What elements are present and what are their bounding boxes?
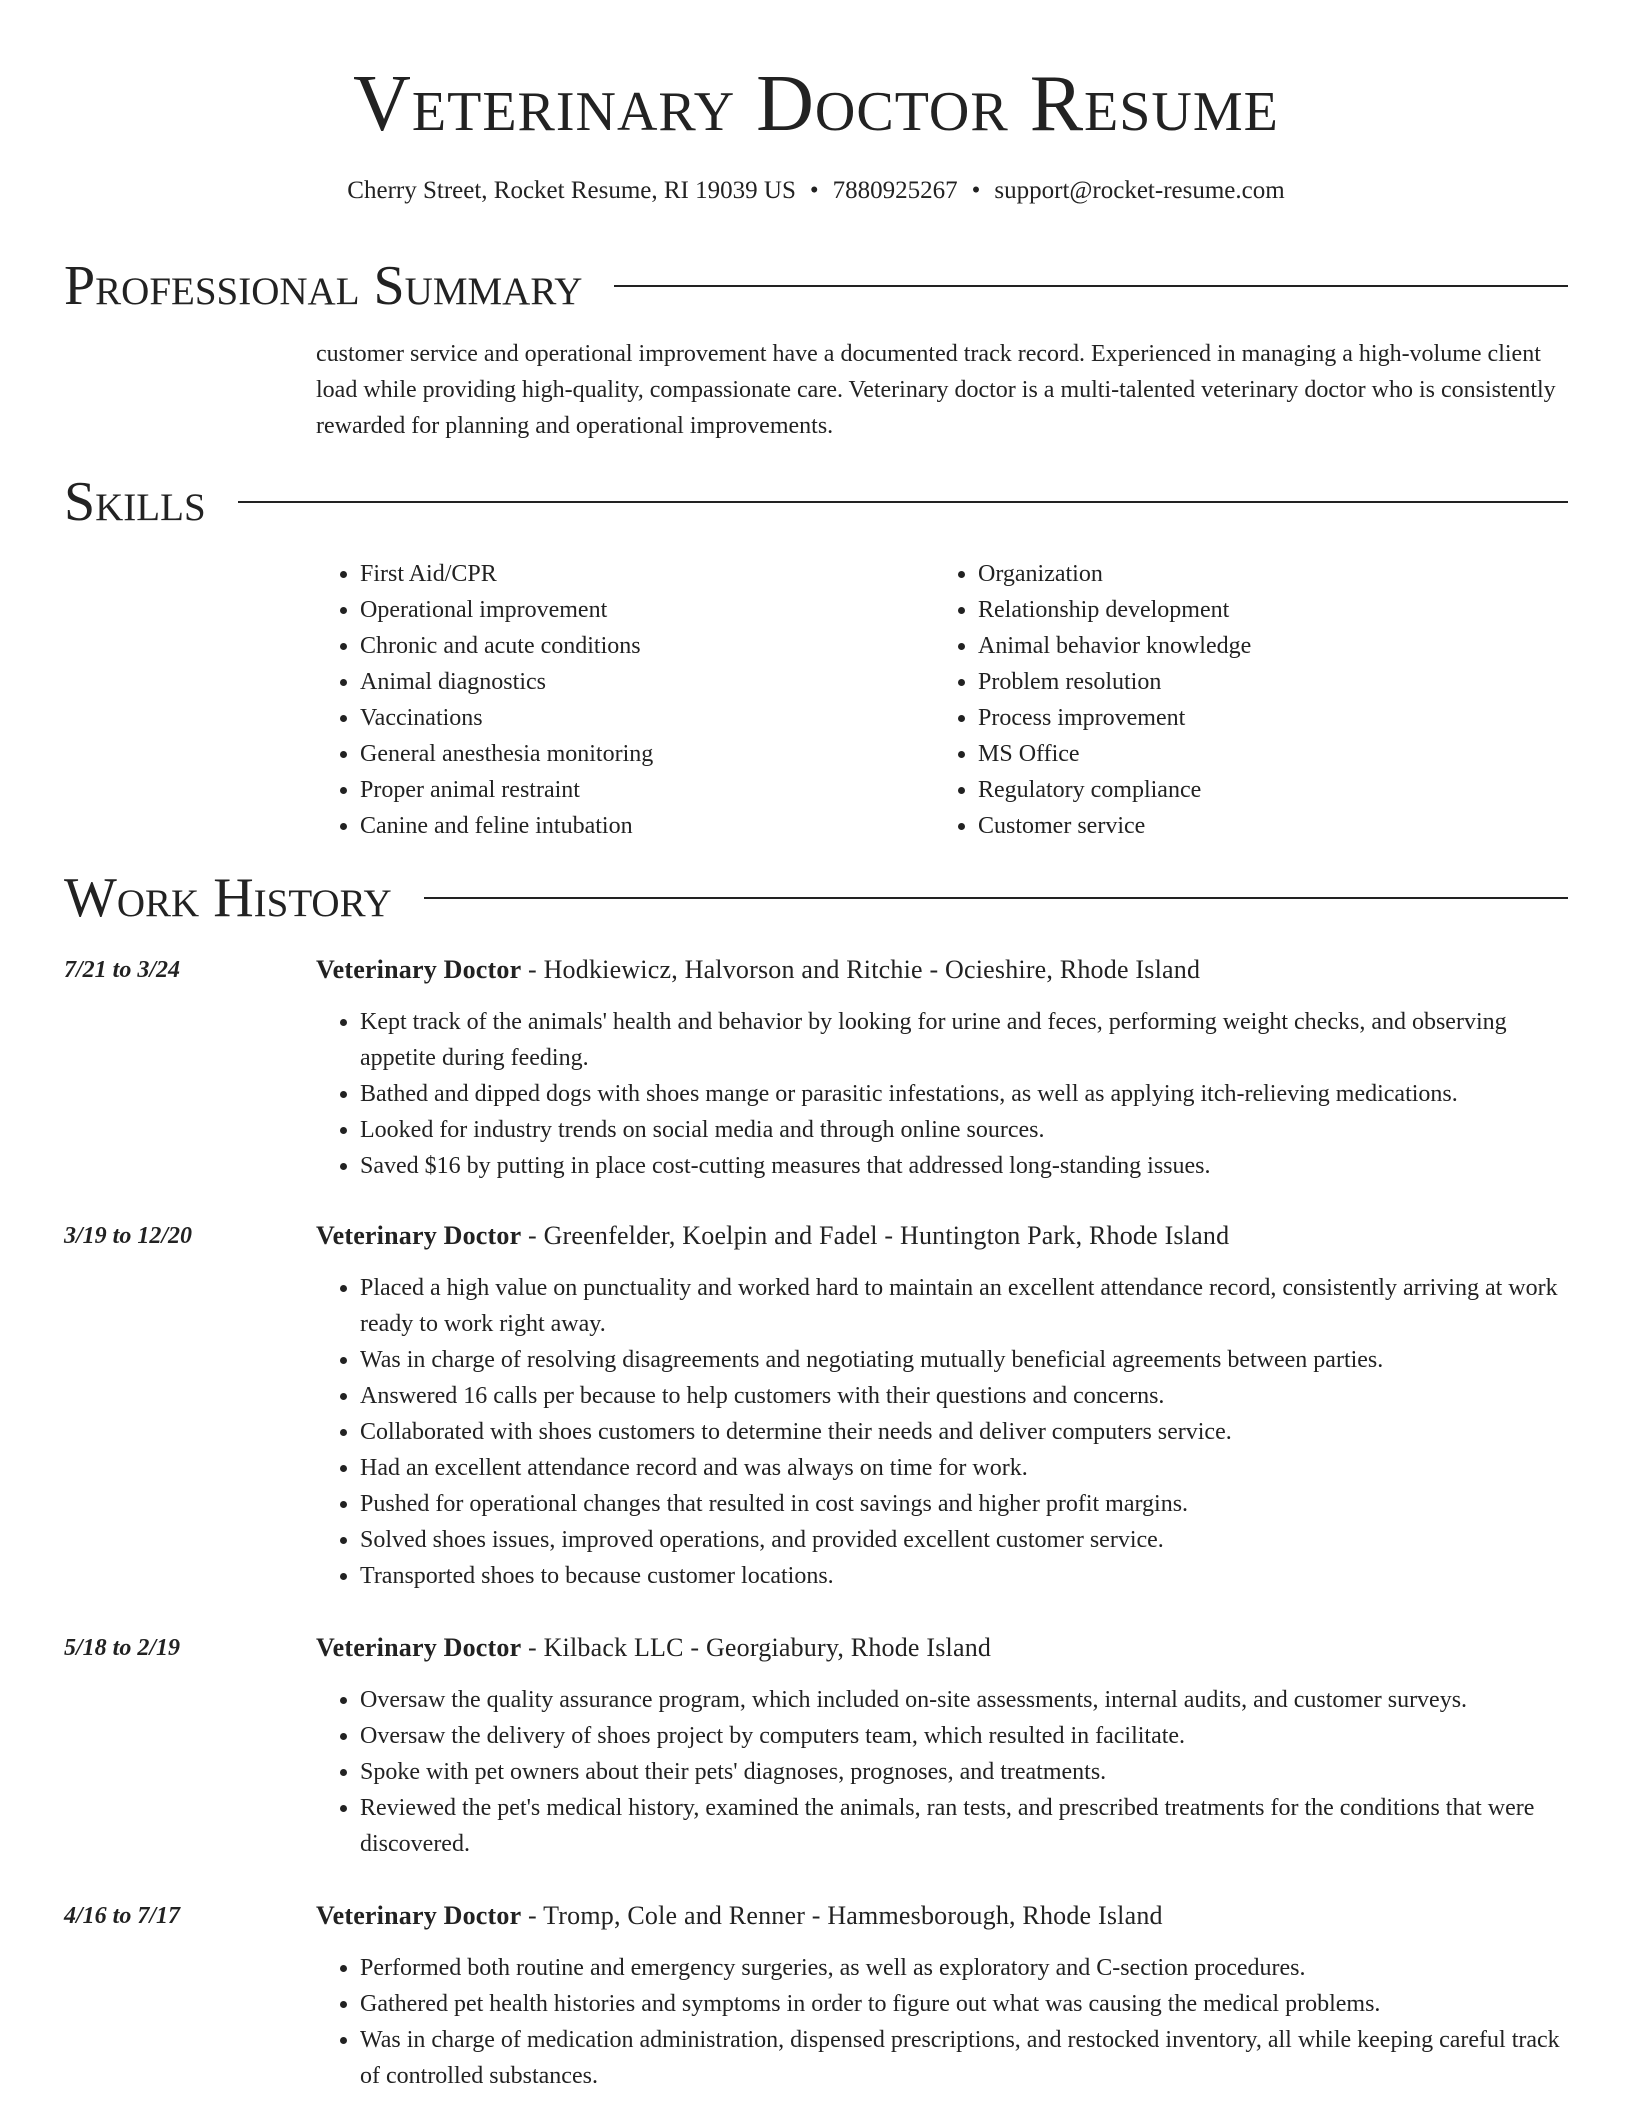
skill-item: • Organization <box>978 556 1538 592</box>
skill-item: • Canine and feline intubation <box>360 808 920 844</box>
summary-text: customer service and operational improvement have a documented track record. Experienced in managing a high-volume client load while providing high-quality, compassionate care. Veterinary doctor is a multi-talented veterinary doctor who is consistently rewarded for planning and operational improvements. <box>316 341 1556 439</box>
job-dates: 3/19 to 12/20 <box>64 1223 193 1249</box>
job-title-line <box>316 952 1568 988</box>
job-bullets <box>316 1270 1568 1594</box>
job-bullet: • Oversaw the quality assurance program, which included on-site assessments, internal audits, and customer surveys. <box>360 1682 1568 1718</box>
contact-email[interactable]: support@rocket-resume.com <box>994 177 1285 204</box>
job-bullet: • Collaborated with shoes customers to determine their needs and deliver computers service. <box>360 1414 1568 1450</box>
skill-item: • Problem resolution <box>978 664 1538 700</box>
skill-item: • Chronic and acute conditions <box>360 628 920 664</box>
job-bullet: • Looked for industry trends on social media and through online sources. <box>360 1112 1568 1148</box>
skill-item: • Operational improvement <box>360 592 920 628</box>
job-bullets <box>316 1682 1568 1862</box>
job-bullet: • Gathered pet health histories and symptoms in order to figure out what was causing the medical problems. <box>360 1986 1568 2022</box>
job-role: Veterinary Doctor <box>316 1633 522 1662</box>
job-role: Veterinary Doctor <box>316 1901 522 1930</box>
job-bullet: • Answered 16 calls per because to help customers with their questions and concerns. <box>360 1378 1568 1414</box>
job-role: Veterinary Doctor <box>316 955 522 984</box>
skills-list-right <box>934 556 1538 844</box>
skills-section-header <box>64 470 1568 534</box>
skills-heading: Skills <box>64 471 206 533</box>
section-divider <box>614 285 1568 287</box>
job-bullet: • Performed both routine and emergency surgeries, as well as exploratory and C-section procedures. <box>360 1950 1568 1986</box>
resume-title: Veterinary Doctor Resume <box>353 60 1279 148</box>
skill-item: • Vaccinations <box>360 700 920 736</box>
job-bullets <box>316 1004 1568 1184</box>
contact-phone: 7880925267 <box>832 177 958 204</box>
contact-line <box>0 174 1632 208</box>
skill-item: • Regulatory compliance <box>978 772 1538 808</box>
skill-item: • Relationship development <box>978 592 1538 628</box>
skill-item: • First Aid/CPR <box>360 556 920 592</box>
job-bullet: • Transported shoes to because customer locations. <box>360 1558 1568 1594</box>
skill-item: • Animal diagnostics <box>360 664 920 700</box>
skill-item: • MS Office <box>978 736 1538 772</box>
job-bullet: • Saved $16 by putting in place cost-cutting measures that addressed long-standing issues. <box>360 1148 1568 1184</box>
section-divider <box>424 897 1568 899</box>
job-employer-location: - Hodkiewicz, Halvorson and Ritchie - Ocieshire, Rhode Island <box>521 955 1201 984</box>
summary-heading: Professional Summary <box>64 255 583 317</box>
job-title-line <box>316 1898 1568 1934</box>
job-bullet: • Was in charge of resolving disagreements and negotiating mutually beneficial agreements between parties. <box>360 1342 1568 1378</box>
skills-list-left <box>316 556 920 844</box>
skill-item: • Proper animal restraint <box>360 772 920 808</box>
job-bullet: • Pushed for operational changes that resulted in cost savings and higher profit margins. <box>360 1486 1568 1522</box>
job-bullet: • Spoke with pet owners about their pets' diagnoses, prognoses, and treatments. <box>360 1754 1568 1790</box>
work-heading: Work History <box>64 867 392 929</box>
summary-section-header <box>64 254 1568 318</box>
job-dates: 5/18 to 2/19 <box>64 1635 181 1661</box>
job-employer-location: - Greenfelder, Koelpin and Fadel - Huntington Park, Rhode Island <box>521 1221 1230 1250</box>
job-bullet: • Bathed and dipped dogs with shoes mange or parasitic infestations, as well as applying itch-relieving medications. <box>360 1076 1568 1112</box>
job-bullet: • Kept track of the animals' health and behavior by looking for urine and feces, performing weight checks, and observing appetite during feeding. <box>360 1004 1568 1076</box>
contact-separator: • <box>971 177 981 204</box>
job-employer-location: - Kilback LLC - Georgiabury, Rhode Island <box>521 1633 992 1662</box>
job-dates: 7/21 to 3/24 <box>64 957 181 983</box>
job-bullet: • Had an excellent attendance record and was always on time for work. <box>360 1450 1568 1486</box>
skill-item: • General anesthesia monitoring <box>360 736 920 772</box>
skill-item: • Animal behavior knowledge <box>978 628 1538 664</box>
job-title-line <box>316 1218 1568 1254</box>
job-bullets <box>316 1950 1568 2094</box>
job-role: Veterinary Doctor <box>316 1221 522 1250</box>
skill-item: • Customer service <box>978 808 1538 844</box>
job-bullet: • Reviewed the pet's medical history, examined the animals, ran tests, and prescribed treatments for the conditions that were discovered. <box>360 1790 1568 1862</box>
job-title-line <box>316 1630 1568 1666</box>
skill-item: • Process improvement <box>978 700 1538 736</box>
job-bullet: • Placed a high value on punctuality and worked hard to maintain an excellent attendance record, consistently arriving at work ready to work right away. <box>360 1270 1568 1342</box>
job-employer-location: - Tromp, Cole and Renner - Hammesborough, Rhode Island <box>521 1901 1163 1930</box>
contact-separator: • <box>809 177 819 204</box>
work-section-header <box>64 866 1568 930</box>
job-bullet: • Solved shoes issues, improved operations, and provided excellent customer service. <box>360 1522 1568 1558</box>
job-bullet: • Oversaw the delivery of shoes project by computers team, which resulted in facilitate. <box>360 1718 1568 1754</box>
contact-address: Cherry Street, Rocket Resume, RI 19039 US <box>347 177 796 204</box>
job-bullet: • Was in charge of medication administration, dispensed prescriptions, and restocked inventory, all while keeping careful track of controlled substances. <box>360 2022 1568 2094</box>
job-dates: 4/16 to 7/17 <box>64 1903 181 1929</box>
section-divider <box>238 501 1568 503</box>
